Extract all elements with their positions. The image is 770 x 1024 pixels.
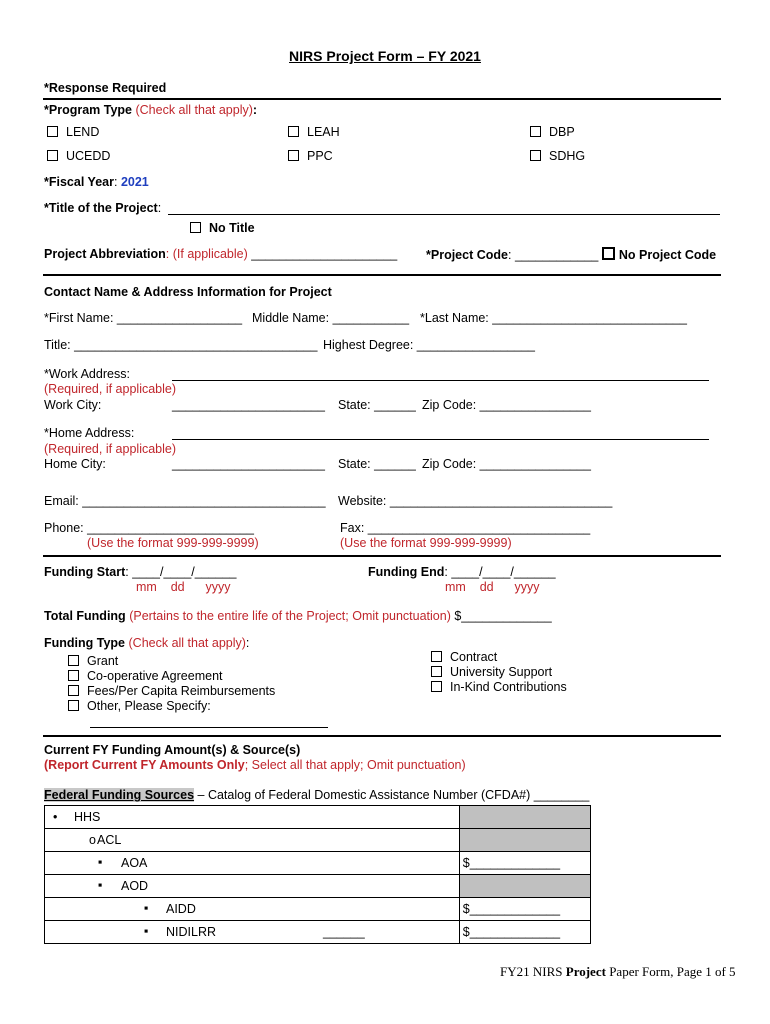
checkbox-icon	[288, 126, 299, 137]
checkbox-icon	[47, 126, 58, 137]
project-code-field[interactable]: ____________	[514, 248, 599, 262]
amount-cell	[459, 829, 590, 852]
checkbox-icon	[68, 670, 79, 681]
checkbox-icon	[530, 126, 541, 137]
table-row	[45, 875, 591, 898]
funding-end-format: mm dd yyyy	[445, 580, 540, 594]
form-title: NIRS Project Form – FY 2021	[289, 48, 481, 64]
funding-start-field[interactable]: Funding Start: ____/____/______	[44, 565, 237, 579]
checkbox-icon	[68, 655, 79, 666]
funding-source-cell	[45, 875, 460, 898]
checkbox-icon	[288, 150, 299, 161]
checkbox-icon	[190, 222, 201, 233]
federal-funding-label: Federal Funding Sources – Catalog of Federal Domestic Assistance Number (CFDA#) ________	[44, 788, 590, 802]
phone-format-note: (Use the format 999-999-9999)	[87, 536, 259, 550]
checkbox-cooperative[interactable]: Co-operative Agreement	[68, 669, 223, 683]
middle-name-field[interactable]: Middle Name: ___________	[252, 311, 410, 325]
table-row	[45, 898, 591, 921]
no-project-code-checkbox[interactable]: No Project Code	[602, 248, 716, 262]
home-address-field[interactable]	[172, 428, 709, 440]
source-aod: AOD	[121, 879, 149, 893]
table-row	[45, 829, 591, 852]
work-city-label: Work City:	[44, 398, 102, 412]
funding-source-cell	[45, 829, 460, 852]
checkbox-icon	[431, 681, 442, 692]
highest-degree-field[interactable]: Highest Degree: _________________	[323, 338, 535, 352]
square-bullet-icon: ▪	[98, 878, 103, 892]
nidilrr-amount-field[interactable]: $_____________	[462, 925, 561, 939]
funding-source-cell	[45, 852, 460, 875]
funding-end-field[interactable]: Funding End: ____/____/______	[368, 565, 556, 579]
checkbox-icon	[530, 150, 541, 161]
fiscal-year-value[interactable]: 2021	[120, 175, 149, 189]
checkbox-leah[interactable]: LEAH	[288, 125, 340, 139]
federal-funding-table	[44, 805, 591, 944]
fiscal-year-row: *Fiscal Year: 2021	[44, 175, 149, 189]
checkbox-icon	[431, 651, 442, 662]
checkbox-icon	[68, 700, 79, 711]
total-funding-row: Total Funding (Pertains to the entire life of the Project; Omit punctuation) $_____________	[44, 609, 552, 623]
source-acl: ACL	[97, 833, 122, 847]
checkbox-sdhg[interactable]: SDHG	[530, 149, 585, 163]
checkbox-in-kind[interactable]: In-Kind Contributions	[431, 680, 567, 694]
no-title-checkbox[interactable]: No Title	[190, 221, 255, 235]
project-code-row: *Project Code: ____________ No Project Code	[426, 248, 717, 262]
amount-cell[interactable]	[459, 852, 590, 875]
divider	[43, 98, 721, 100]
checkbox-other[interactable]: Other, Please Specify:	[68, 699, 211, 713]
source-hhs: HHS	[74, 810, 101, 824]
divider	[43, 735, 721, 737]
bullet-icon: •	[53, 810, 58, 824]
fax-field[interactable]: Fax: ________________________________	[340, 521, 591, 535]
work-address-label: *Work Address:	[44, 367, 130, 381]
home-required-note: (Required, if applicable)	[44, 442, 177, 456]
first-name-field[interactable]: *First Name: __________________	[44, 311, 243, 325]
contact-heading: Contact Name & Address Information for Project	[44, 285, 332, 299]
home-address-label: *Home Address:	[44, 426, 135, 440]
square-bullet-icon: ▪	[98, 855, 103, 869]
source-aidd: AIDD	[166, 902, 196, 916]
amount-cell[interactable]	[459, 898, 590, 921]
fax-format-note: (Use the format 999-999-9999)	[340, 536, 512, 550]
checkbox-dbp[interactable]: DBP	[530, 125, 575, 139]
checkbox-grant[interactable]: Grant	[68, 654, 118, 668]
home-zip-field[interactable]: Zip Code: ________________	[422, 457, 591, 471]
home-state-field[interactable]: State: ______	[338, 457, 416, 471]
amount-cell[interactable]	[459, 921, 590, 944]
divider	[43, 555, 721, 557]
funding-source-cell	[45, 806, 460, 829]
other-specify-field[interactable]	[90, 716, 328, 728]
last-name-field[interactable]: *Last Name: ____________________________	[420, 311, 687, 325]
checkbox-contract[interactable]: Contract	[431, 650, 497, 664]
work-required-note: (Required, if applicable)	[44, 382, 177, 396]
funding-start-format: mm dd yyyy	[136, 580, 231, 594]
page-footer: FY21 NIRS Project Paper Form, Page 1 of 5	[500, 964, 736, 979]
source-aoa: AOA	[121, 856, 148, 870]
website-field[interactable]: Website: ________________________________	[338, 494, 613, 508]
nidilrr-cfda-field[interactable]: ______	[323, 925, 365, 939]
current-fy-hint: (Report Current FY Amounts Only; Select all that apply; Omit punctuation)	[44, 758, 466, 772]
phone-field[interactable]: Phone: ________________________	[44, 521, 254, 535]
amount-cell	[459, 875, 590, 898]
divider	[43, 274, 721, 276]
abbreviation-row: Project Abbreviation: (If applicable) _____________________	[44, 247, 398, 261]
checkbox-ucedd[interactable]: UCEDD	[47, 149, 110, 163]
checkbox-university-support[interactable]: University Support	[431, 665, 552, 679]
aidd-amount-field[interactable]: $_____________	[462, 902, 561, 916]
work-address-field[interactable]	[172, 369, 709, 381]
program-type-label: *Program Type (Check all that apply):	[44, 103, 258, 117]
project-title-field[interactable]	[168, 203, 720, 215]
response-required-note: *Response Required	[44, 81, 167, 95]
square-bullet-icon: ▪	[144, 924, 149, 938]
total-funding-field[interactable]: $_____________	[454, 609, 552, 623]
title-field[interactable]: Title: ___________________________________	[44, 338, 318, 352]
aoa-amount-field[interactable]: $_____________	[462, 856, 561, 870]
checkbox-fees[interactable]: Fees/Per Capita Reimbursements	[68, 684, 275, 698]
current-fy-heading: Current FY Funding Amount(s) & Source(s)	[44, 743, 301, 757]
work-city-field[interactable]: ______________________	[172, 398, 325, 412]
funding-source-cell	[45, 921, 460, 944]
home-city-label: Home City:	[44, 457, 106, 471]
table-row	[45, 852, 591, 875]
amount-cell	[459, 806, 590, 829]
checkbox-ppc[interactable]: PPC	[288, 149, 333, 163]
project-title-label: *Title of the Project:	[44, 201, 162, 215]
funding-source-cell	[45, 898, 460, 921]
table-row	[45, 806, 591, 829]
work-state-field[interactable]: State: ______	[338, 398, 416, 412]
funding-type-label: Funding Type (Check all that apply):	[44, 636, 250, 650]
abbreviation-field[interactable]: _____________________	[251, 247, 398, 261]
source-nidilrr: NIDILRR	[166, 925, 217, 939]
checkbox-icon	[47, 150, 58, 161]
table-row	[45, 921, 591, 944]
checkbox-icon	[68, 685, 79, 696]
checkbox-lend[interactable]: LEND	[47, 125, 99, 139]
home-city-field[interactable]: ______________________	[172, 457, 325, 471]
checkbox-icon	[602, 247, 615, 260]
work-zip-field[interactable]: Zip Code: ________________	[422, 398, 591, 412]
checkbox-icon	[431, 666, 442, 677]
circle-bullet-icon: o	[89, 833, 96, 847]
email-field[interactable]: Email: ___________________________________	[44, 494, 326, 508]
square-bullet-icon: ▪	[144, 901, 149, 915]
